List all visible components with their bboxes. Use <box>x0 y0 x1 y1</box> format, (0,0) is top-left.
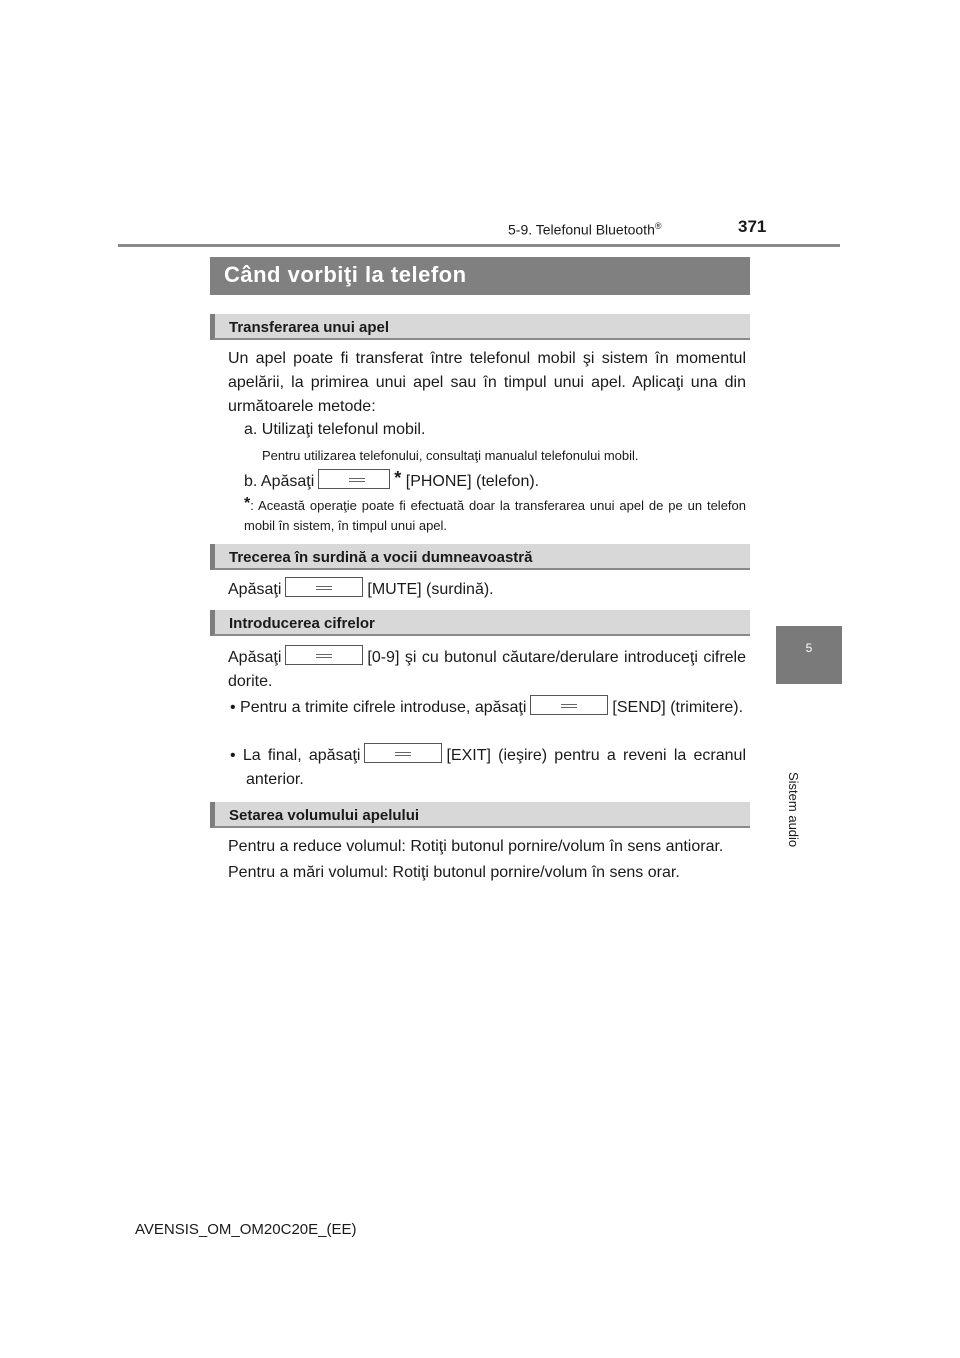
page-number: 371 <box>738 217 767 236</box>
exit-button-icon <box>364 743 442 763</box>
heading-digits: Introducerea cifrelor <box>210 610 750 636</box>
chapter-tab-label: Sistem audio <box>786 772 801 848</box>
volume-decrease: Pentru a reduce volumul: Rotiţi butonul pornire/volum în sens antiorar. <box>228 838 724 855</box>
heading-mute: Trecerea în surdină a vocii dumneavoastră <box>210 544 750 570</box>
mute-text: Apăsaţi [MUTE] (surdină). <box>228 577 746 602</box>
bullet-send: • Pentru a trimite cifrele introduse, apăsaţi [SEND] (trimitere). <box>230 695 746 720</box>
step-a-note: Pentru utilizarea telefonului, consultaţi manualul telefonului mobil. <box>262 448 639 463</box>
page-title: Când vorbiţi la telefon <box>210 257 750 295</box>
digits-text: Apăsaţi [0-9] şi cu butonul căutare/derulare introduceţi cifrele dorite. <box>228 645 746 694</box>
heading-transfer: Transferarea unui apel <box>210 314 750 340</box>
mute-button-icon <box>285 577 363 597</box>
step-a: a. Utilizaţi telefonul mobil. <box>244 421 426 438</box>
volume-increase: Pentru a mări volumul: Rotiţi butonul pornire/volum în sens orar. <box>228 864 680 881</box>
phone-button-icon <box>318 469 390 489</box>
document-code: AVENSIS_OM_OM20C20E_(EE) <box>135 1221 357 1238</box>
send-button-icon <box>530 695 608 715</box>
transfer-intro: Un apel poate fi transferat între telefonul mobil şi sistem în momentul apelării, la primirea unui apel sau în timpul unui apel. Aplicaţi una din următoarele metode: <box>228 350 746 415</box>
section-header: 5-9. Telefonul Bluetooth® <box>508 221 662 238</box>
heading-volume: Setarea volumului apelului <box>210 802 750 828</box>
footnote: *: Această operaţie poate fi efectuată doar la transferarea unui apel de pe un telefon mobil în sistem, în timpul unui apel. <box>244 495 746 533</box>
chapter-tab: 5 <box>776 626 842 684</box>
step-b: b. Apăsaţi * [PHONE] (telefon). <box>244 468 540 490</box>
digits-button-icon <box>285 645 363 665</box>
header-rule <box>118 244 840 247</box>
bullet-exit: • La final, apăsaţi [EXIT] (ieşire) pentru a reveni la ecranul anterior. <box>230 743 746 792</box>
